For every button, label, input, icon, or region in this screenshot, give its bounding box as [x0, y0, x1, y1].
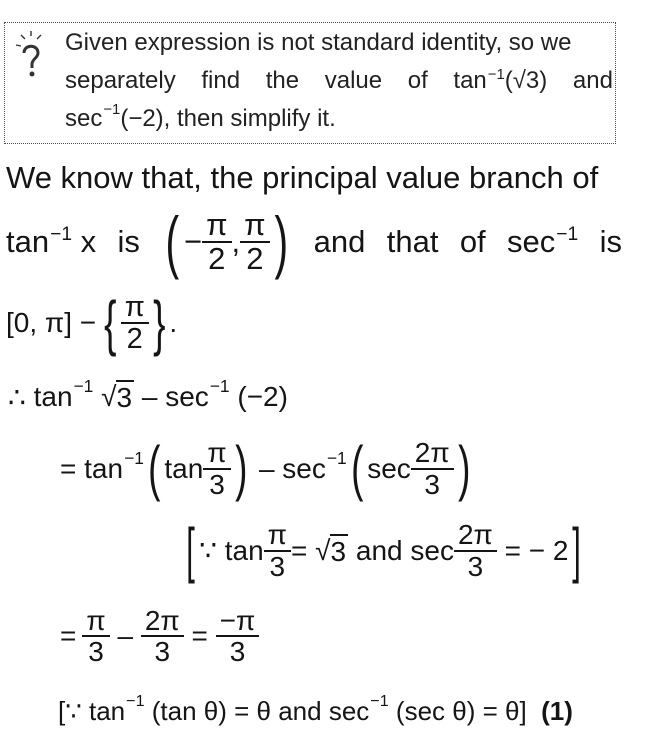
hint-line-3: sec −1 (−2), then simplify it. [65, 101, 336, 132]
step-4: = $\frac{\pi}{3}$ – $\frac{2\pi}{3}$ = $\frac{-\pi}{3}$ [60, 606, 259, 667]
marks-label: (1) [541, 696, 573, 726]
step-1: ∴ tan −1 √ 3 – sec −1 (−2) [8, 375, 288, 413]
para-line-2: $\tan^{-1} x$ is ( − $\frac{\pi}{2}$ , π 2 ) and that of $\sec^{-1}$ is [6, 204, 622, 280]
step-3: [ ∵ tan $\frac{\pi}{3}$ = √ 3 and sec $\frac{2\pi}{3}$ = − 2 ] [186, 516, 582, 585]
step-2: = tan −1 ( tan π 3 ) – sec −1 ( sec 2π 3 ) [60, 434, 471, 503]
para-line-1: We know that, the principal value branch of [6, 160, 599, 195]
hint-line-2: separately find the value of $\tan^{-1}(√3)$ and [65, 66, 613, 94]
step-5: [∵ tan −1 (tan θ) = θ and sec −1 (sec θ) = θ] (1) [58, 692, 573, 726]
principal-branch-interval: ( − $\frac{\pi}{2}$ , π 2 ) [165, 204, 288, 280]
hint-box [4, 22, 616, 144]
lightbulb-question-icon [11, 29, 51, 85]
para-line-3: [0, π] − { π 2 } . [6, 288, 178, 358]
hint-line-1: Given expression is not standard identity, so we [65, 29, 572, 56]
